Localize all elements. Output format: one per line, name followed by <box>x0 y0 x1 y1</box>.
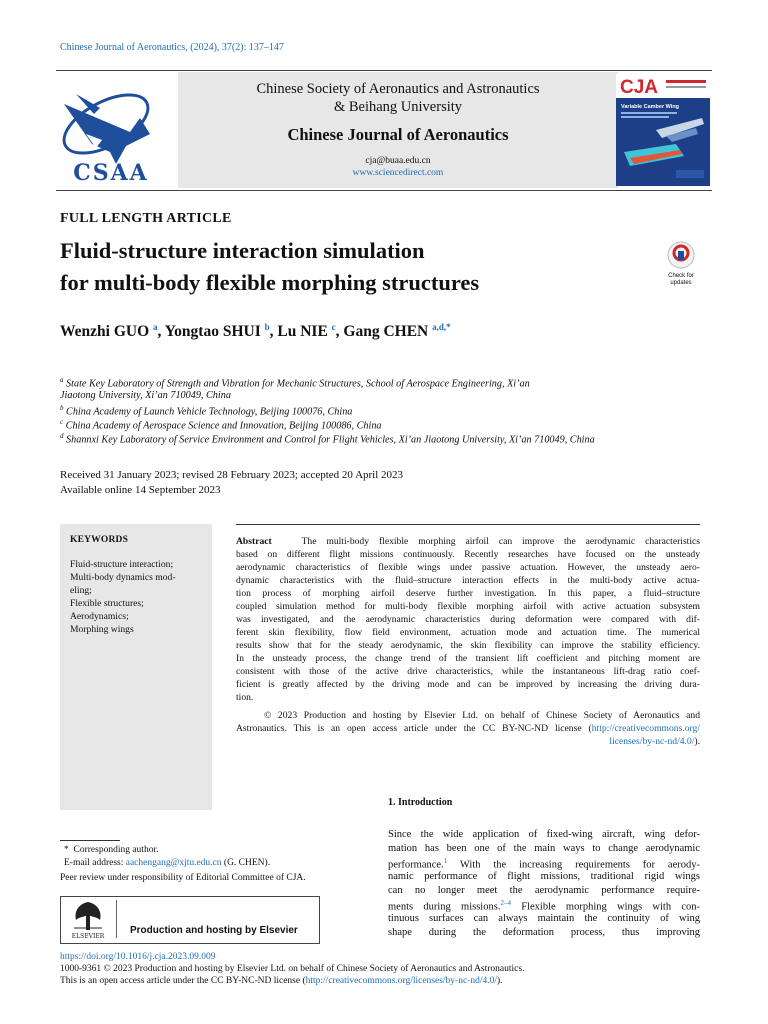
bottom-license: This is an open access article under the CC BY-NC-ND license (http://creativecommons.org/licenses/by-nc-nd/4.0/). <box>60 976 503 986</box>
email-note: E-mail address: aachengang@xjtu.edu.cn (G. CHEN). <box>64 858 271 868</box>
available-online-date: Available online 14 September 2023 <box>60 484 221 496</box>
received-dates: Received 31 January 2023; revised 28 February 2023; accepted 20 April 2023 <box>60 469 404 481</box>
footnote-rule <box>60 840 120 841</box>
license-link-cont[interactable]: licenses/by-nc-nd/4.0/ <box>609 736 695 747</box>
keyword-item: eling; <box>70 585 92 596</box>
keyword-item: Flexible structures; <box>70 598 144 609</box>
journal-name: Chinese Journal of Aeronautics <box>287 125 509 144</box>
journal-website-link[interactable]: www.sciencedirect.com <box>352 168 444 178</box>
abstract-line: ferent skin flexibility, flow field environment, actuation mode and actuation time. The numerical <box>236 627 700 638</box>
author-affiliation-link[interactable]: c <box>331 322 336 332</box>
society-name: Chinese Society of Aeronautics and Astronautics <box>256 81 540 97</box>
license-link[interactable]: http://creativecommons.org/ <box>591 723 700 734</box>
csaa-logo-text: CSAA <box>73 160 149 186</box>
header-top-rule <box>56 70 712 71</box>
doi-link[interactable]: https://doi.org/10.1016/j.cja.2023.09.009 <box>60 952 216 962</box>
affiliation-a-line-2: Jiaotong University, Xi’an 710049, China <box>60 390 231 401</box>
header-bottom-rule <box>56 190 712 191</box>
check-updates-icon <box>666 240 696 270</box>
society-name-2: & Beihang University <box>333 99 463 115</box>
affiliation-a: $^a$ State Key Laboratory of Strength and Vibration for Mechanic Structures, School of Aerospace Engineering, Xi’an <box>60 376 530 390</box>
elsevier-production-text: Production and hosting by Elsevier <box>130 925 298 936</box>
citation-ref[interactable]: 2–4 <box>500 899 511 907</box>
author-affiliation-link[interactable]: a <box>153 322 158 332</box>
section-heading-introduction: 1. Introduction <box>388 797 453 808</box>
intro-line: ments during missions.$^{2-4}$ Flexible morphing wings with con- <box>388 899 701 913</box>
abstract-line: In the unsteady process, the change trend of the transient lift coefficient and pitching moment are <box>236 653 700 664</box>
author-list: Wenzhi GUO $^a$, Yongtao SHUI $^b$, Lu NIE $^c$, Gang CHEN $^{a,d,*}$ <box>60 322 451 341</box>
abstract-line: was investigated, and the aerodynamic characteristics during deformation were compared with dif- <box>236 614 700 625</box>
author-name: Yongtao SHUI <box>164 323 261 341</box>
abstract-line: dynamic characteristics with the fluid–structure interaction effects in the multi-body active actua- <box>236 575 700 586</box>
affiliation-d: $^d$ Shannxi Key Laboratory of Service Environment and Control for Flight Vehicles, Xi’an Jiaotong University, Xi’an 710049, China <box>60 432 595 446</box>
keyword-item: Fluid-structure interaction; <box>70 559 174 570</box>
article-title-line-1: Fluid-structure interaction simulation <box>60 238 425 263</box>
svg-text:ELSEVIER: ELSEVIER <box>71 933 105 940</box>
intro-line: mation has been one of the main ways to change aerodynamic <box>388 843 700 854</box>
peer-review-note: Peer review under responsibility of Editorial Committee of CJA. <box>60 873 306 883</box>
author-name: Gang CHEN <box>343 323 429 341</box>
cover-title: Variable Camber Wing <box>621 104 680 110</box>
abstract-license: Astronautics. This is an open access article under the CC BY-NC-ND license (http://creativecommons.org/ <box>236 723 700 734</box>
issn-copyright: 1000-9361 © 2023 Production and hosting by Elsevier Ltd. on behalf of Chinese Society of Aeronautics and Astronautics. <box>60 964 525 974</box>
keyword-item: Aerodynamics; <box>70 611 129 622</box>
check-updates-label: Check for updates <box>668 273 694 286</box>
abstract-license-end: licenses/by-nc-nd/4.0/). <box>609 736 700 747</box>
intro-line: can no longer meet the aerodynamic performance require- <box>388 885 700 896</box>
abstract-label: Abstract <box>236 536 272 547</box>
article-title-line-2: for multi-body flexible morphing structures <box>60 270 480 295</box>
author-name: Lu NIE <box>277 323 328 341</box>
keywords-heading: KEYWORDS <box>70 535 129 545</box>
journal-cover-image[interactable] <box>616 74 710 186</box>
abstract-line: coupled simulation method for multi-body flexible morphing airfoil with active actuation subsystem <box>236 601 700 612</box>
intro-line: tinuous surfaces can always maintain the continuity of wing <box>388 913 700 924</box>
cover-brand: CJA <box>620 77 659 98</box>
keyword-item: Multi-body dynamics mod- <box>70 572 176 583</box>
abstract-copyright: © 2023 Production and hosting by Elsevier Ltd. on behalf of Chinese Society of Aeronautics and <box>264 710 700 721</box>
elsevier-divider <box>116 900 117 938</box>
elsevier-logo <box>66 898 110 940</box>
journal-email[interactable]: cja@buaa.edu.cn <box>365 156 431 166</box>
intro-line: namic performance of flight missions, traditional rigid wings <box>388 871 700 882</box>
author-email-link[interactable]: aachengang@xjtu.edu.cn <box>125 858 222 868</box>
abstract-line: consistent with those of the active drive characteristics, while the instantaneous lift-drag ratio coef- <box>236 666 700 677</box>
article-type: FULL LENGTH ARTICLE <box>60 211 232 226</box>
abstract-line: tion. <box>236 692 254 703</box>
abstract-line: aerodynamic characteristics of flexible wings under passive actuation. However, the unsteady aero- <box>236 562 700 573</box>
intro-line: shape during the deformation process, thus improving <box>388 927 700 938</box>
check-for-updates-button[interactable] <box>660 240 702 284</box>
affiliation-c: $^c$ China Academy of Aerospace Science and Innovation, Beijing 100086, China <box>60 418 382 432</box>
corresponding-author-note: * Corresponding author. <box>64 845 159 855</box>
journal-citation[interactable]: Chinese Journal of Aeronautics, (2024), 37(2): 137–147 <box>60 42 284 53</box>
bottom-license-link[interactable]: http://creativecommons.org/licenses/by-nc-nd/4.0/ <box>305 976 497 986</box>
affiliation-b: $^b$ China Academy of Launch Vehicle Technology, Beijing 100076, China <box>60 404 353 418</box>
author-affiliation-link[interactable]: a,d,* <box>432 322 451 332</box>
abstract-line: ficient is greatly affected by the driving mode and can be improved by increasing the driving dura- <box>236 679 700 690</box>
abstract-line: results show that for the steady aerodynamic, the skin flexibility can improve the stability efficiency. <box>236 640 700 651</box>
abstract-line: tion process of morphing airfoil deserve further investigation. In this paper, a fluid–structure <box>236 588 700 599</box>
intro-line: Since the wide application of fixed-wing aircraft, wing defor- <box>388 829 700 840</box>
author-affiliation-link[interactable]: b <box>264 322 270 332</box>
abstract-top-rule <box>236 524 700 525</box>
author-name: Wenzhi GUO <box>60 323 150 341</box>
intro-line: performance.$^1$ With the increasing requirements for aerody- <box>388 857 700 871</box>
abstract-line: Abstract The multi-body flexible morphing airfoil can improve the aerodynamic characteristics <box>236 536 700 547</box>
keyword-item: Morphing wings <box>70 624 134 635</box>
citation-ref[interactable]: 1 <box>443 857 448 865</box>
csaa-logo <box>56 74 166 186</box>
abstract-line: based on different flight missions continuously. Recently researches have focused on the unsteady <box>236 549 700 560</box>
